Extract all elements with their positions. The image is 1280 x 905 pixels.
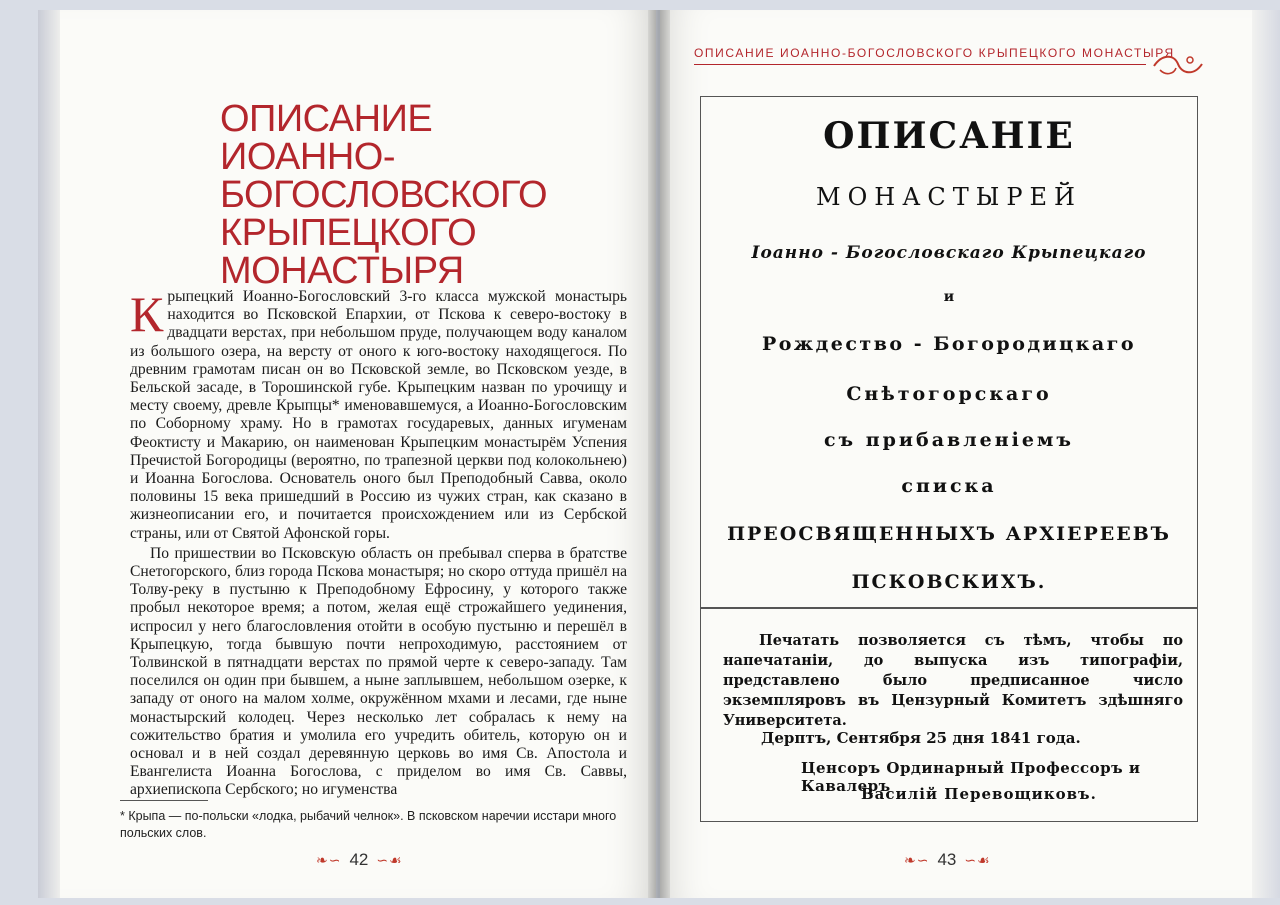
- right-page: [660, 10, 1252, 898]
- book-edge-left: [38, 10, 62, 898]
- paragraph: По пришествии во Псковскую область он пребывал сперва в братстве Снетогорского, близ города Пскова монастыря; но скоро оттуда пришёл на Толву-реку в пустыню к Преподобному Ефросину, у которого также пробыл некоторое время; а потом, желая ещё строжайшего уединения, испросил у него благословления отойти в особую пустыню и перешёл в Крыпецкую, тогда бывшую почти непроходимую, расстоянием от Толвинской в пятнадцати верстах по прямой черте к северо-западу. Там поселился он один при бывшем, а ныне заплывшем, небольшом озерке, к западу от оного на малом холме, окружённом мхами и лесами, где ныне монастырский колодец. Через несколько лет собралась к нему на сожительство братия и умолила его учредить обитель, которую он и основал и в ней создал деревянную церковь во имя Св. Апостола и Евангелиста Иоанна Богослова, с приделом во имя Св. Саввы, архиепископа Сербского; но игуменства: [130, 544, 627, 799]
- censorship-permission: [723, 631, 1183, 731]
- facsimile-line: Іоанно - Богословскаго Крыпецкаго: [751, 243, 1147, 263]
- page-number: 43: [937, 850, 957, 869]
- footnote-rule: [120, 800, 208, 801]
- facsimile-line: ПСКОВСКИХЪ.: [851, 571, 1047, 593]
- title-line: БОГОСЛОВСКОГО: [220, 174, 548, 216]
- censor-name: Василій Перевощиковъ.: [861, 785, 1097, 803]
- ornament-icon: ❧∽: [904, 851, 930, 868]
- body-text: [130, 288, 627, 800]
- facsimile-line: списка: [901, 475, 997, 497]
- ornament-icon: ∽☙: [964, 851, 991, 868]
- ornament-icon: ∽☙: [376, 851, 403, 868]
- facsimile-title: ОПИСАНІЕ: [823, 115, 1075, 157]
- facsimile-title-page: [700, 96, 1198, 608]
- chapter-title: [220, 100, 580, 290]
- ornament-icon: ❧∽: [316, 851, 342, 868]
- running-head: ОПИСАНИЕ ИОАННО-БОГОСЛОВСКОГО КРЫПЕЦКОГО МОНАСТЫРЯ: [694, 46, 1175, 60]
- facsimile-line: ПРЕОСВЯЩЕННЫХЪ АРХІЕРЕЕВЪ: [727, 523, 1171, 545]
- book-edge-right: [1250, 10, 1280, 898]
- paragraph-text: рыпецкий Иоанно-Богословский 3-го класса мужской монастырь находится во Псковской Епархии, от Пскова к северо-востоку в двадцати верстах, при небольшом пруде, получающем воду каналом из большого озера, на версту от оного к юго-востоку находящегося. По древним грамотам писан он во Псковской земле, во Псковском уезде, в Бельской засаде, в Торошинской губе. Крыпецким назван по урочищу и месту своему, древле Крыпцы* именовавшемуся, а Иоанно-Богословским по Соборному храму. Но в грамотах государевых, данных игуменам Феоктисту и Макарию, он наименован Крыпецким монастырём Успения Пречистой Богородицы (вероятно, по трапезной церкви под колокольнею) и Иоанна Богослова. Основатель оного был Преподобный Савва, около половины 15 века пришедший в Россию из чужих стран, как сказано в жизнеописании его, и почитается происхождением или из Сербской страны, или от Святой Афонской горы.: [130, 288, 627, 542]
- title-line: КРЫПЕЦКОГО: [220, 212, 477, 254]
- censorship-note-box: [700, 608, 1198, 822]
- flourish-ornament-icon: [1150, 52, 1206, 80]
- left-page: [60, 10, 656, 898]
- book-spine: [648, 10, 670, 898]
- censor-title: Ценсоръ Ординарный Профессоръ и Кавалеръ: [801, 759, 1141, 795]
- censorship-permission-text: Печатать позволяется съ тѣмъ, чтобы по напечатаніи, до выпуска изъ типографіи, представлено было предписанное число экземпляровъ въ Цензурный Комитетъ здѣшняго Университета.: [723, 632, 1183, 729]
- facsimile-line: МОНАСТЫРЕЙ: [816, 183, 1082, 211]
- running-head-rule: [694, 64, 1146, 65]
- page-folio-left: [316, 850, 403, 870]
- footnote: * Крыпа — по-польски «лодка, рыбачий челнок». В псковском наречии исстари много польских слов.: [120, 809, 617, 840]
- facsimile-line: Рождество - Богородицкаго: [761, 333, 1137, 355]
- paragraph: [130, 288, 627, 543]
- facsimile-line: Снѣтогорскаго: [846, 383, 1052, 405]
- title-line: ОПИСАНИЕ ИОАННО-: [220, 98, 433, 178]
- title-line: МОНАСТЫРЯ: [220, 250, 464, 292]
- drop-cap: К: [130, 286, 164, 342]
- facsimile-line: съ прибавленіемъ: [823, 429, 1074, 451]
- page-folio-right: [904, 850, 991, 870]
- page-number: 42: [349, 850, 369, 869]
- facsimile-line: и: [943, 289, 955, 305]
- censorship-date: Дерптъ, Сентября 25 дня 1841 года.: [761, 729, 1081, 747]
